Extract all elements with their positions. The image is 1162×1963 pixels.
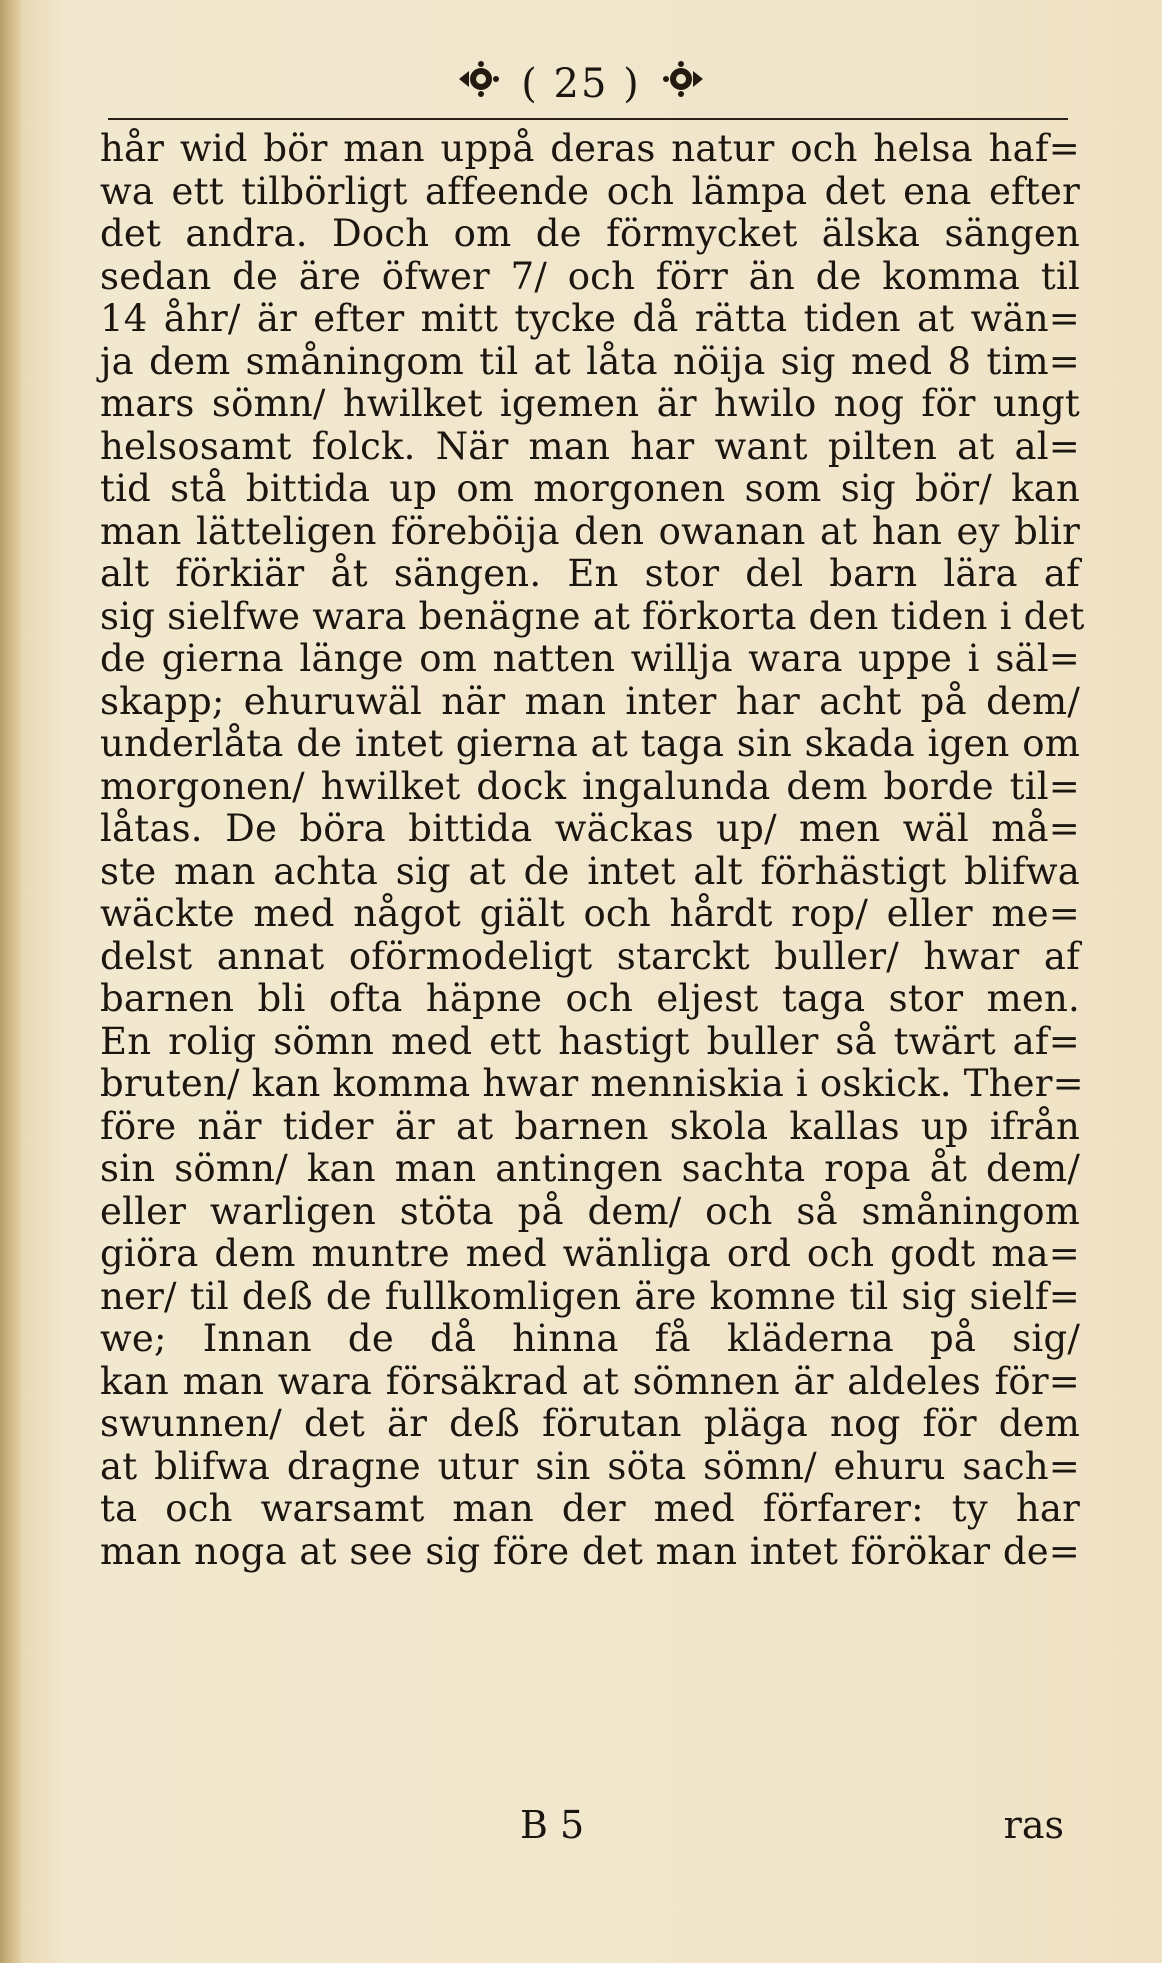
page-footer (100, 1800, 1080, 1850)
text-line: 14 åhr/ är efter mitt tycke då rätta tiden at wän= (100, 297, 1080, 340)
fleuron-left-icon (455, 59, 501, 109)
page-gutter-shadow (0, 0, 22, 1963)
text-line: we; Innan de då hinna få kläderna på sig/ (100, 1317, 1080, 1360)
text-line: delst annat oförmodeligt starckt buller/ hwar af (100, 934, 1080, 978)
text-line: skapp; ehuruwäl när man inter har acht på dem/ (100, 679, 1080, 723)
text-line: ta och warsamt man der med förfarer: ty har (100, 1487, 1080, 1530)
fleuron-right-icon (661, 59, 707, 109)
text-line: sin sömn/ kan man antingen sachta ropa åt dem/ (100, 1147, 1080, 1190)
header-rule (108, 118, 1068, 120)
text-line: kan man wara försäkrad at sömnen är aldeles för= (100, 1359, 1080, 1403)
text-line: eller warligen stöta på dem/ och så småningom (100, 1189, 1080, 1233)
text-line: ner/ til deß de fullkomligen äre komne til sig sielf= (100, 1274, 1080, 1318)
text-line: mars sömn/ hwilket igemen är hwilo nog för ungt (100, 382, 1080, 425)
text-line: En rolig sömn med ett hastigt buller så twärt af= (100, 1019, 1080, 1063)
text-line: man noga at see sig före det man intet förökar de= (100, 1529, 1080, 1573)
text-line: giöra dem muntre med wänliga ord och godt ma= (100, 1232, 1080, 1275)
text-line: swunnen/ det är deß förutan pläga nog för dem (100, 1402, 1080, 1445)
text-line: at blifwa dragne utur sin söta sömn/ ehuru sach= (100, 1444, 1080, 1488)
text-line: de gierna länge om natten willja wara uppe i säl= (100, 637, 1080, 680)
text-line: helsosamt folck. När man har want pilten at al= (100, 424, 1080, 468)
text-line: ste man achta sig at de intet alt förhästigt blifwa (100, 849, 1080, 893)
text-line: underlåta de intet gierna at taga sin skada igen om (100, 722, 1080, 765)
body-text (100, 127, 1085, 1573)
text-line: barnen bli ofta häpne och eljest taga stor men. (100, 977, 1080, 1020)
text-line: morgonen/ hwilket dock ingalunda dem borde til= (100, 764, 1080, 808)
text-line: wa ett tilbörligt affeende och lämpa det ena efter (100, 169, 1080, 213)
text-line: bruten/ kan komma hwar menniskia i oskick. Ther= (100, 1062, 1084, 1105)
text-line: sedan de äre öfwer 7/ och förr än de komma til (100, 254, 1080, 298)
text-line: wäckte med något giält och hårdt rop/ eller me= (100, 892, 1080, 935)
running-header (0, 58, 1162, 109)
text-line: sig sielfwe wara benägne at förkorta den tiden i det (100, 594, 1085, 638)
text-line: tid stå bittida up om morgonen som sig bör/ kan (100, 467, 1080, 510)
text-line: hår wid bör man uppå deras natur och helsa haf= (100, 127, 1080, 170)
text-line: alt förkiär åt sängen. En stor del barn lära af (100, 552, 1080, 595)
text-line: man lätteligen föreböija den owanan at han ey blir (100, 509, 1080, 553)
catchword: ras (1003, 1803, 1064, 1847)
page-number: ( 25 ) (521, 61, 641, 107)
text-line: det andra. Doch om de förmycket älska sängen (100, 212, 1080, 255)
signature-mark: B 5 (520, 1803, 585, 1847)
text-line: ja dem småningom til at låta nöija sig med 8 tim= (100, 339, 1080, 383)
text-line: före när tider är at barnen skola kallas up ifrån (100, 1104, 1080, 1148)
text-line: låtas. De böra bittida wäckas up/ men wäl må= (100, 807, 1080, 850)
